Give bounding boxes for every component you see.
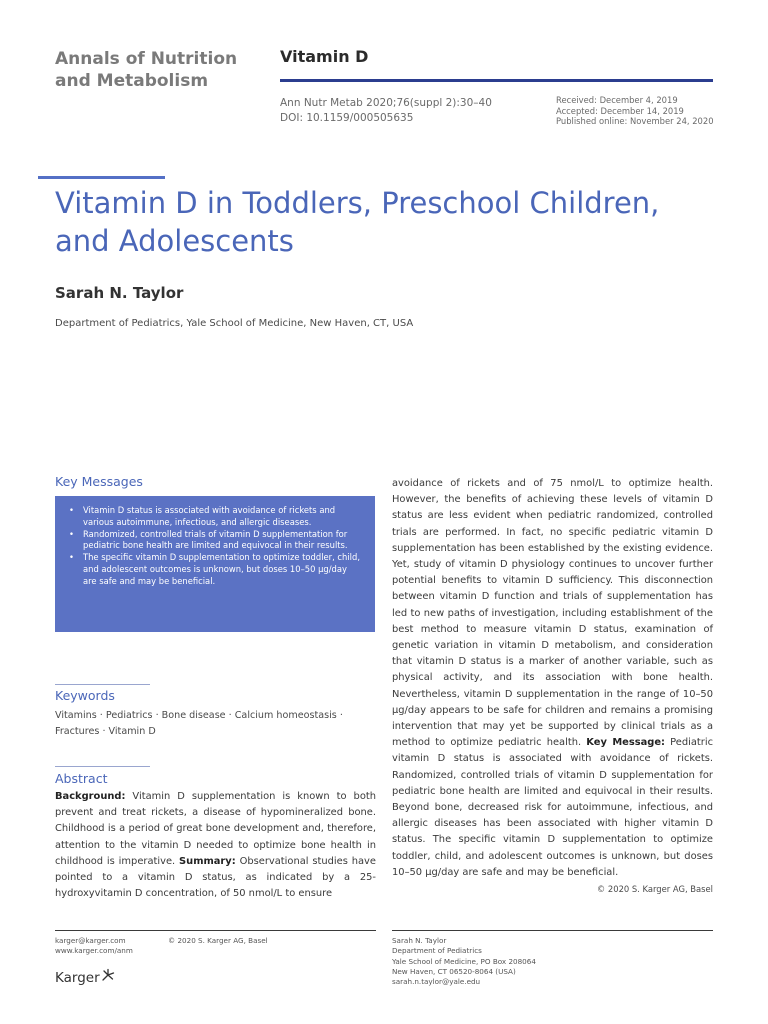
doi-link[interactable]: DOI: 10.1159/000505635 bbox=[280, 111, 414, 124]
key-messages-heading: Key Messages bbox=[55, 474, 143, 489]
karger-spark-icon bbox=[101, 968, 115, 982]
received-date: Received: December 4, 2019 bbox=[556, 95, 678, 105]
publisher-email[interactable]: karger@karger.com bbox=[55, 936, 126, 945]
abstract-continuation: avoidance of rickets and of 75 nmol/L to optimize health. However, the benefits of achieving these levels of vitamin D status are less evident when pediatric randomized, controlled trials are performed. In fact, no specific pediatric vitamin D supplementation has been established by the existing evidence. Yet, study of vitamin D physiology continues to uncover further potential benefits to vitamin D sufficiency. This disconnection between vitamin D function and trials of supplementation has led to new paths of investigation, including establishment of the best method to measure vitamin D status, examination of genetic variation in vitamin D metabolism, and consideration that vitamin D status is a marker of another variable, such as physical activity, and its association with bone health. Nevertheless, vitamin D supplementation in the range of 10–50 μg/day appears to be safe for children and remains a promising intervention that may yet be supported by clinical trials as a method to optimize pediatric health. bbox=[392, 478, 713, 749]
key-message-item: • Vitamin D status is associated with avoidance of rickets and various autoimmune, infectious, and allergic diseases. bbox=[79, 505, 363, 529]
contact-email[interactable]: sarah.n.taylor@yale.edu bbox=[392, 977, 481, 987]
journal-name: Annals of Nutrition and Metabolism bbox=[55, 49, 238, 91]
abstract-text-left bbox=[55, 789, 376, 902]
publisher-website[interactable]: www.karger.com/anm bbox=[55, 946, 133, 956]
article-dates bbox=[556, 95, 714, 127]
contact-address-line: New Haven, CT 06520-8064 (USA) bbox=[392, 966, 516, 976]
title-accent-rule bbox=[38, 176, 165, 179]
corresponding-author-address bbox=[392, 936, 536, 987]
contact-name: Sarah N. Taylor bbox=[392, 936, 447, 945]
key-message-item: • The specific vitamin D supplementation to optimize toddler, child, and adolescent outcomes is unknown, but doses 10–50 μg/day are safe and may be beneficial. bbox=[79, 552, 363, 587]
keywords-rule bbox=[55, 684, 150, 685]
published-date: Published online: November 24, 2020 bbox=[556, 116, 714, 127]
abstract-copyright: © 2020 S. Karger AG, Basel bbox=[596, 884, 713, 895]
key-message-label: Key Message: bbox=[586, 737, 665, 749]
key-message-text: Pediatric vitamin D status is associated with avoidance of rickets. Randomized, controlled trials of vitamin D supplementation for pediatric bone health are limited and equivocal in their results. Beyond bone, decreased risk for autoimmune, infectious, and allergic diseases has been associated with higher vitamin D status. The specific vitamin D supplementation to optimize toddler, child, and adolescent outcomes is unknown, but doses 10–50 μg/day are safe and may be beneficial. bbox=[392, 737, 713, 878]
abstract-text-right bbox=[392, 476, 713, 897]
key-message-item: • Randomized, controlled trials of vitamin D supplementation for pediatric bone health are limited and equivocal in their results. bbox=[79, 529, 363, 553]
summary-text: Observational studies have pointed to a vitamin D status, as indicated by a 25-hydroxyvitamin D concentration, of 50 nmol/L to ensure bbox=[55, 855, 376, 900]
contact-department: Department of Pediatrics bbox=[392, 946, 482, 956]
header-divider bbox=[280, 79, 713, 82]
section-title: Vitamin D bbox=[280, 47, 369, 66]
background-text: Vitamin D supplementation is known to both prevent and treat rickets, a disease of hypomineralized bone. Childhood is a period of great bone development and, therefore, attention to the vitamin D needed to optimize bone health in childhood is imperative. bbox=[55, 791, 376, 867]
article-title: Vitamin D in Toddlers, Preschool Children, and Adolescents bbox=[55, 186, 660, 258]
karger-logo-text: Karger bbox=[55, 970, 100, 986]
author-affiliation: Department of Pediatrics, Yale School of Medicine, New Haven, CT, USA bbox=[55, 318, 414, 329]
footer-copyright: © 2020 S. Karger AG, Basel bbox=[168, 936, 268, 945]
abstract-heading: Abstract bbox=[55, 771, 108, 786]
citation-block bbox=[280, 96, 492, 125]
contact-address-line: Yale School of Medicine, PO Box 208064 bbox=[392, 956, 536, 966]
key-messages-box bbox=[55, 496, 375, 632]
background-label: Background: bbox=[55, 791, 126, 802]
footer-rule-right bbox=[392, 930, 713, 931]
accepted-date: Accepted: December 14, 2019 bbox=[556, 105, 684, 116]
karger-logo bbox=[55, 970, 115, 986]
keywords-heading: Keywords bbox=[55, 688, 115, 703]
abstract-rule bbox=[55, 766, 150, 767]
key-messages-list bbox=[79, 505, 363, 588]
citation-line: Ann Nutr Metab 2020;76(suppl 2):30–40 bbox=[280, 97, 492, 109]
author-name: Sarah N. Taylor bbox=[55, 284, 184, 302]
footer-rule-left bbox=[55, 930, 376, 931]
keywords-list: Vitamins · Pediatrics · Bone disease · Calcium homeostasis · Fractures · Vitamin D bbox=[55, 710, 343, 737]
publisher-contact bbox=[55, 936, 133, 957]
summary-label: Summary: bbox=[179, 855, 236, 867]
